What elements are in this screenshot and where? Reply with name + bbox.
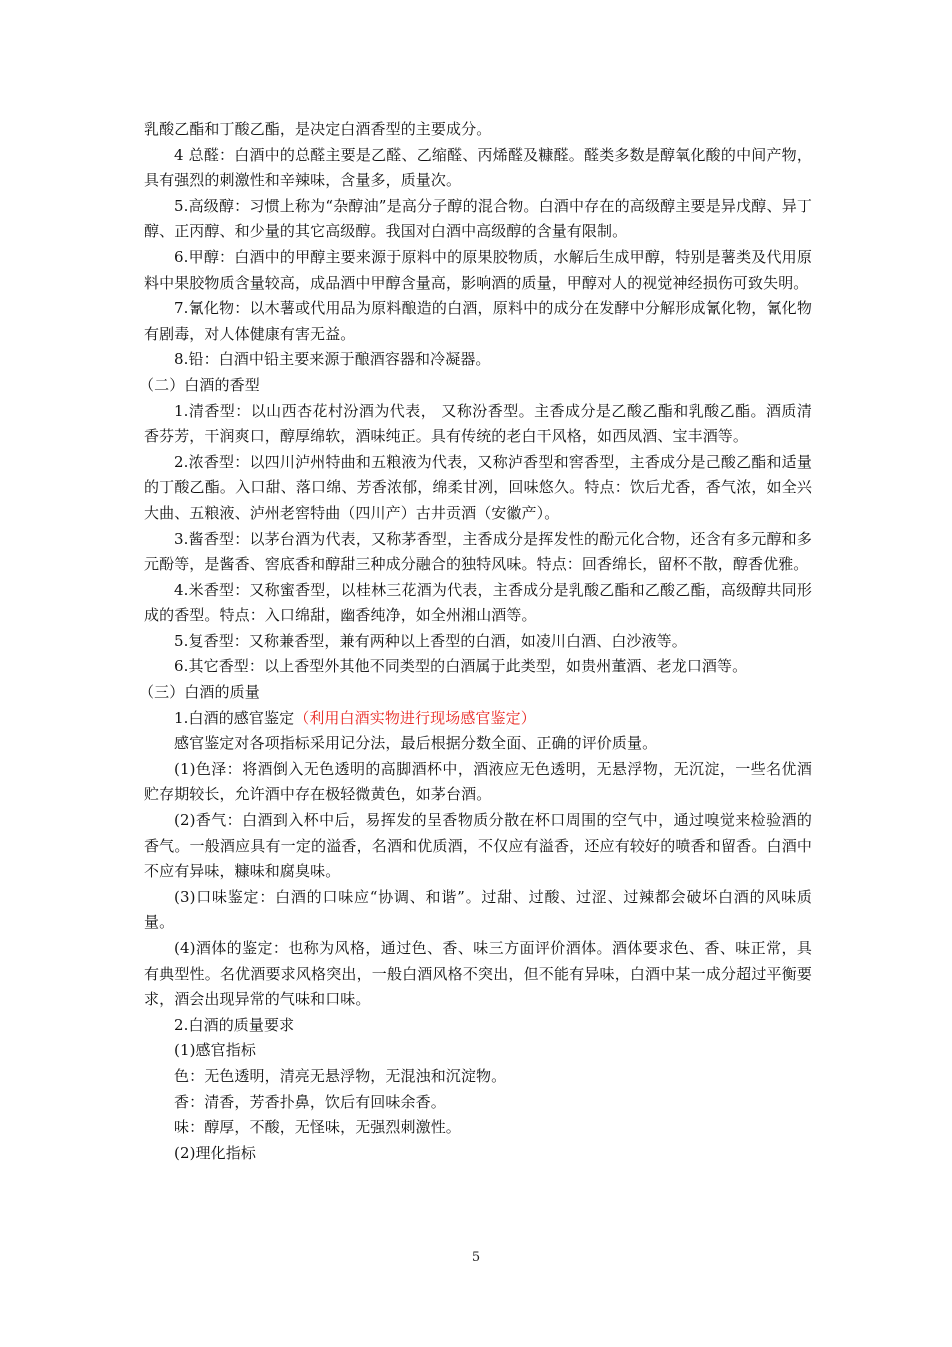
paragraph-text: 1.清香型：以山西杏花村汾酒为代表， 又称汾香型。主香成分是乙酸乙酯和乳酸乙酯。酒质清香芬芳，干润爽口，醇厚绵软，酒味纯正。具有传统的老白干风格，如西凤酒、宝丰酒等。 xyxy=(144,401,812,446)
paragraph xyxy=(144,1038,812,1064)
paragraph-text: (2)理化指标 xyxy=(174,1143,256,1162)
document-body xyxy=(139,117,812,1166)
paragraph xyxy=(144,1141,812,1167)
paragraph-text: 乳酸乙酯和丁酸乙酯，是决定白酒香型的主要成分。 xyxy=(144,120,492,138)
paragraph-text: 5.高级醇：习惯上称为“杂醇油”是高分子醇的混合物。白酒中存在的高级醇主要是异戊醇、异丁醇、正丙醇、和少量的其它高级醇。我国对白酒中高级醇的含量有限制。 xyxy=(144,196,812,241)
paragraph-text: 7.氰化物：以木薯或代用品为原料酿造的白酒，原料中的成分在发酵中分解形成氰化物，氰化物有剧毒，对人体健康有害无益。 xyxy=(144,299,812,343)
paragraph-text: 2.浓香型：以四川泸州特曲和五粮液为代表，又称泸香型和窖香型，主香成分是己酸乙酯和适量的丁酸乙酯。入口甜、落口绵、芳香浓郁，绵柔甘冽，回味悠久。特点：饮后尤香，香气浓，如全兴大曲、五粮液、泸州老窖特曲（四川产）古井贡酒（安徽产）。 xyxy=(144,452,812,522)
paragraph xyxy=(144,629,812,655)
paragraph-text: 味：醇厚，不酸，无怪味，无强烈刺激性。 xyxy=(174,1118,461,1137)
paragraph xyxy=(144,194,812,245)
paragraph xyxy=(144,885,812,936)
paragraph xyxy=(144,936,812,1013)
paragraph-text: 4.米香型：又称蜜香型，以桂林三花酒为代表，主香成分是乳酸乙酯和乙酸乙酯，高级醇共同形成的香型。特点：入口绵甜，幽香纯净，如全州湘山酒等。 xyxy=(144,580,812,625)
paragraph xyxy=(144,1013,812,1039)
paragraph-continuation xyxy=(144,117,812,143)
paragraph-text: （二）白酒的香型 xyxy=(139,375,260,394)
paragraph xyxy=(144,578,812,629)
paragraph-text: 色：无色透明，清亮无悬浮物，无混浊和沉淀物。 xyxy=(174,1066,507,1085)
paragraph-text: (4)酒体的鉴定：也称为风格，通过色、香、味三方面评价酒体。酒体要求色、香、味正常，具有典型性。名优酒要求风格突出，一般白酒风格不突出，但不能有异味，白酒中某一成分超过平衡要求，酒会出现异常的气味和口味。 xyxy=(144,939,812,1009)
paragraph-text: (1)感官指标 xyxy=(174,1041,256,1060)
paragraph-text: （三）白酒的质量 xyxy=(139,683,260,702)
paragraph xyxy=(144,450,812,527)
paragraph-text: 8.铅：白酒中铅主要来源于酿酒容器和冷凝器。 xyxy=(174,350,491,369)
paragraph xyxy=(144,731,812,757)
paragraph-text: 香：清香，芳香扑鼻，饮后有回味余香。 xyxy=(174,1092,446,1111)
paragraph-text: (1)色泽：将酒倒入无色透明的高脚酒杯中，酒液应无色透明，无悬浮物，无沉淀，一些名优酒贮存期较长，允许酒中存在极轻微黄色，如茅台酒。 xyxy=(144,759,812,804)
paragraph xyxy=(144,808,812,885)
paragraph-text: 2.白酒的质量要求 xyxy=(174,1015,295,1034)
paragraph-text: 6.甲醇：白酒中的甲醇主要来源于原料中的原果胶物质，水解后生成甲醇，特别是薯类及代用原料中果胶物质含量较高，成品酒中甲醇含量高，影响酒的质量，甲醇对人的视觉神经损伤可致失明。 xyxy=(144,247,812,292)
paragraph-text: 5.复香型：又称兼香型，兼有两种以上香型的白酒，如凌川白酒、白沙液等。 xyxy=(174,631,687,650)
paragraph-text: 感官鉴定对各项指标采用记分法，最后根据分数全面、正确的评价质量。 xyxy=(174,734,658,753)
paragraph xyxy=(144,757,812,808)
paragraph xyxy=(144,527,812,578)
paragraph xyxy=(144,706,812,732)
paragraph xyxy=(144,347,812,373)
section-heading xyxy=(139,680,812,706)
paragraph-text: 3.酱香型：以茅台酒为代表，又称茅香型，主香成分是挥发性的酚元化合物，还含有多元醇和多元酚等，是酱香、窖底香和醇甜三种成分融合的独特风味。特点：回香绵长，留杯不散，醇香优雅。 xyxy=(144,529,812,574)
paragraph-text: (2)香气：白酒到入杯中后，易挥发的呈香物质分散在杯口周围的空气中，通过嗅觉来检验酒的香气。一般酒应具有一定的溢香，名酒和优质酒，不仅应有溢香，还应有较好的喷香和留香。白酒中不应有异味，糠味和腐臭味。 xyxy=(144,811,812,881)
paragraph xyxy=(144,1090,812,1116)
paragraph-text: 1.白酒的感官鉴定 xyxy=(174,708,295,727)
page-number: 5 xyxy=(471,1250,481,1265)
paragraph-text: (3)口味鉴定：白酒的口味应“协调、和谐”。过甜、过酸、过涩、过辣都会破坏白酒的风味质量。 xyxy=(144,887,812,932)
paragraph xyxy=(144,1115,812,1141)
paragraph-text: 4 总醛：白酒中的总醛主要是乙醛、乙缩醛、丙烯醛及糠醛。醛类多数是醇氧化酸的中间产物，具有强烈的刺激性和辛辣味，含量多，质量次。 xyxy=(144,145,812,190)
paragraph xyxy=(144,296,812,347)
paragraph xyxy=(144,143,812,194)
paragraph xyxy=(144,1064,812,1090)
red-note: （利用白酒实物进行现场感官鉴定） xyxy=(294,708,536,727)
paragraph xyxy=(144,245,812,296)
paragraph xyxy=(144,654,812,680)
paragraph xyxy=(144,399,812,450)
section-heading xyxy=(139,373,812,399)
paragraph-text: 6.其它香型：以上香型外其他不同类型的白酒属于此类型，如贵州董酒、老龙口酒等。 xyxy=(174,657,748,676)
